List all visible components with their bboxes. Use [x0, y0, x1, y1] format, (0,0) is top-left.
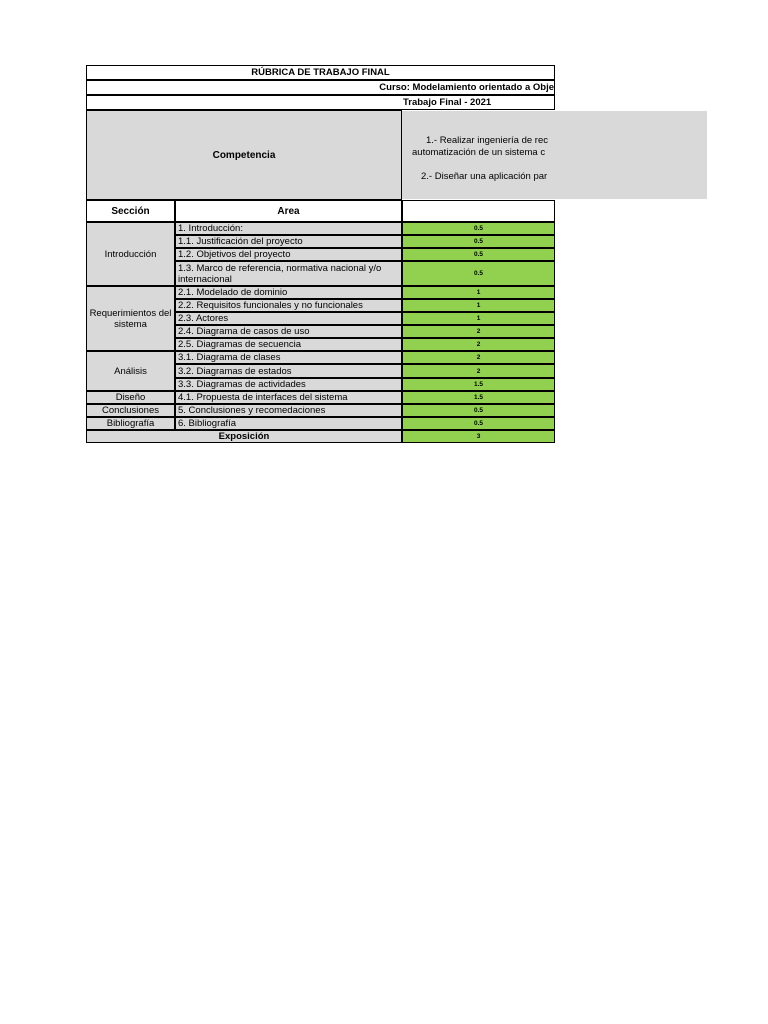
header-blank — [402, 200, 555, 222]
exposicion-score: 3 — [402, 430, 555, 443]
area-row: 6. Bibliografía — [175, 417, 402, 430]
score-cell: 2 — [402, 325, 555, 338]
work-title — [86, 95, 555, 110]
work-title-text: Trabajo Final - 2021 — [403, 97, 492, 108]
competencia-text — [412, 135, 548, 183]
score-cell: 1.5 — [402, 378, 555, 391]
area-row: 2.4. Diagrama de casos de uso — [175, 325, 402, 338]
exposicion-label: Exposición — [86, 430, 402, 443]
score-cell: 0.5 — [402, 248, 555, 261]
score-cell: 0.5 — [402, 235, 555, 248]
header-area: Area — [175, 200, 402, 222]
section-introduccion: Introducción — [86, 222, 175, 286]
area-row: 1.1. Justificación del proyecto — [175, 235, 402, 248]
area-row: 2.5. Diagramas de secuencia — [175, 338, 402, 351]
score-cell: 0.5 — [402, 222, 555, 235]
competencia-label: Competencia — [86, 110, 402, 200]
section-analisis: Análisis — [86, 351, 175, 391]
score-cell: 2 — [402, 338, 555, 351]
area-row: 3.3. Diagramas de actividades — [175, 378, 402, 391]
score-cell: 1 — [402, 286, 555, 299]
competencia-line-1: 1.- Realizar ingeniería de rec — [426, 135, 548, 146]
section-diseno: Diseño — [86, 391, 175, 404]
area-row: 2.1. Modelado de dominio — [175, 286, 402, 299]
score-cell: 1 — [402, 299, 555, 312]
area-row: 4.1. Propuesta de interfaces del sistema — [175, 391, 402, 404]
header-seccion: Sección — [86, 200, 175, 222]
area-row: 3.2. Diagramas de estados — [175, 364, 402, 378]
area-row: 2.2. Requisitos funcionales y no funcionales — [175, 299, 402, 312]
area-row: 3.1. Diagrama de clases — [175, 351, 402, 364]
section-bibliografia: Bibliografía — [86, 417, 175, 430]
score-cell: 0.5 — [402, 261, 555, 286]
area-row: 1.2. Objetivos del proyecto — [175, 248, 402, 261]
competencia-description — [402, 111, 707, 199]
section-requerimientos: Requerimientos del sistema — [86, 286, 175, 351]
area-row: 1.3. Marco de referencia, normativa nacional y/o internacional — [175, 261, 402, 286]
course-title: Curso: Modelamiento orientado a Obje — [86, 80, 555, 95]
rubric-title: RÚBRICA DE TRABAJO FINAL — [86, 65, 555, 80]
section-conclusiones: Conclusiones — [86, 404, 175, 417]
score-cell: 0.5 — [402, 404, 555, 417]
area-row: 2.3. Actores — [175, 312, 402, 325]
score-cell: 2 — [402, 351, 555, 364]
score-cell: 2 — [402, 364, 555, 378]
score-cell: 1.5 — [402, 391, 555, 404]
score-cell: 0.5 — [402, 417, 555, 430]
score-cell: 1 — [402, 312, 555, 325]
area-row: 1. Introducción: — [175, 222, 402, 235]
competencia-line-2: automatización de un sistema c — [412, 147, 546, 158]
area-row: 5. Conclusiones y recomedaciones — [175, 404, 402, 417]
competencia-line-3: 2.- Diseñar una aplicación par — [421, 171, 548, 182]
